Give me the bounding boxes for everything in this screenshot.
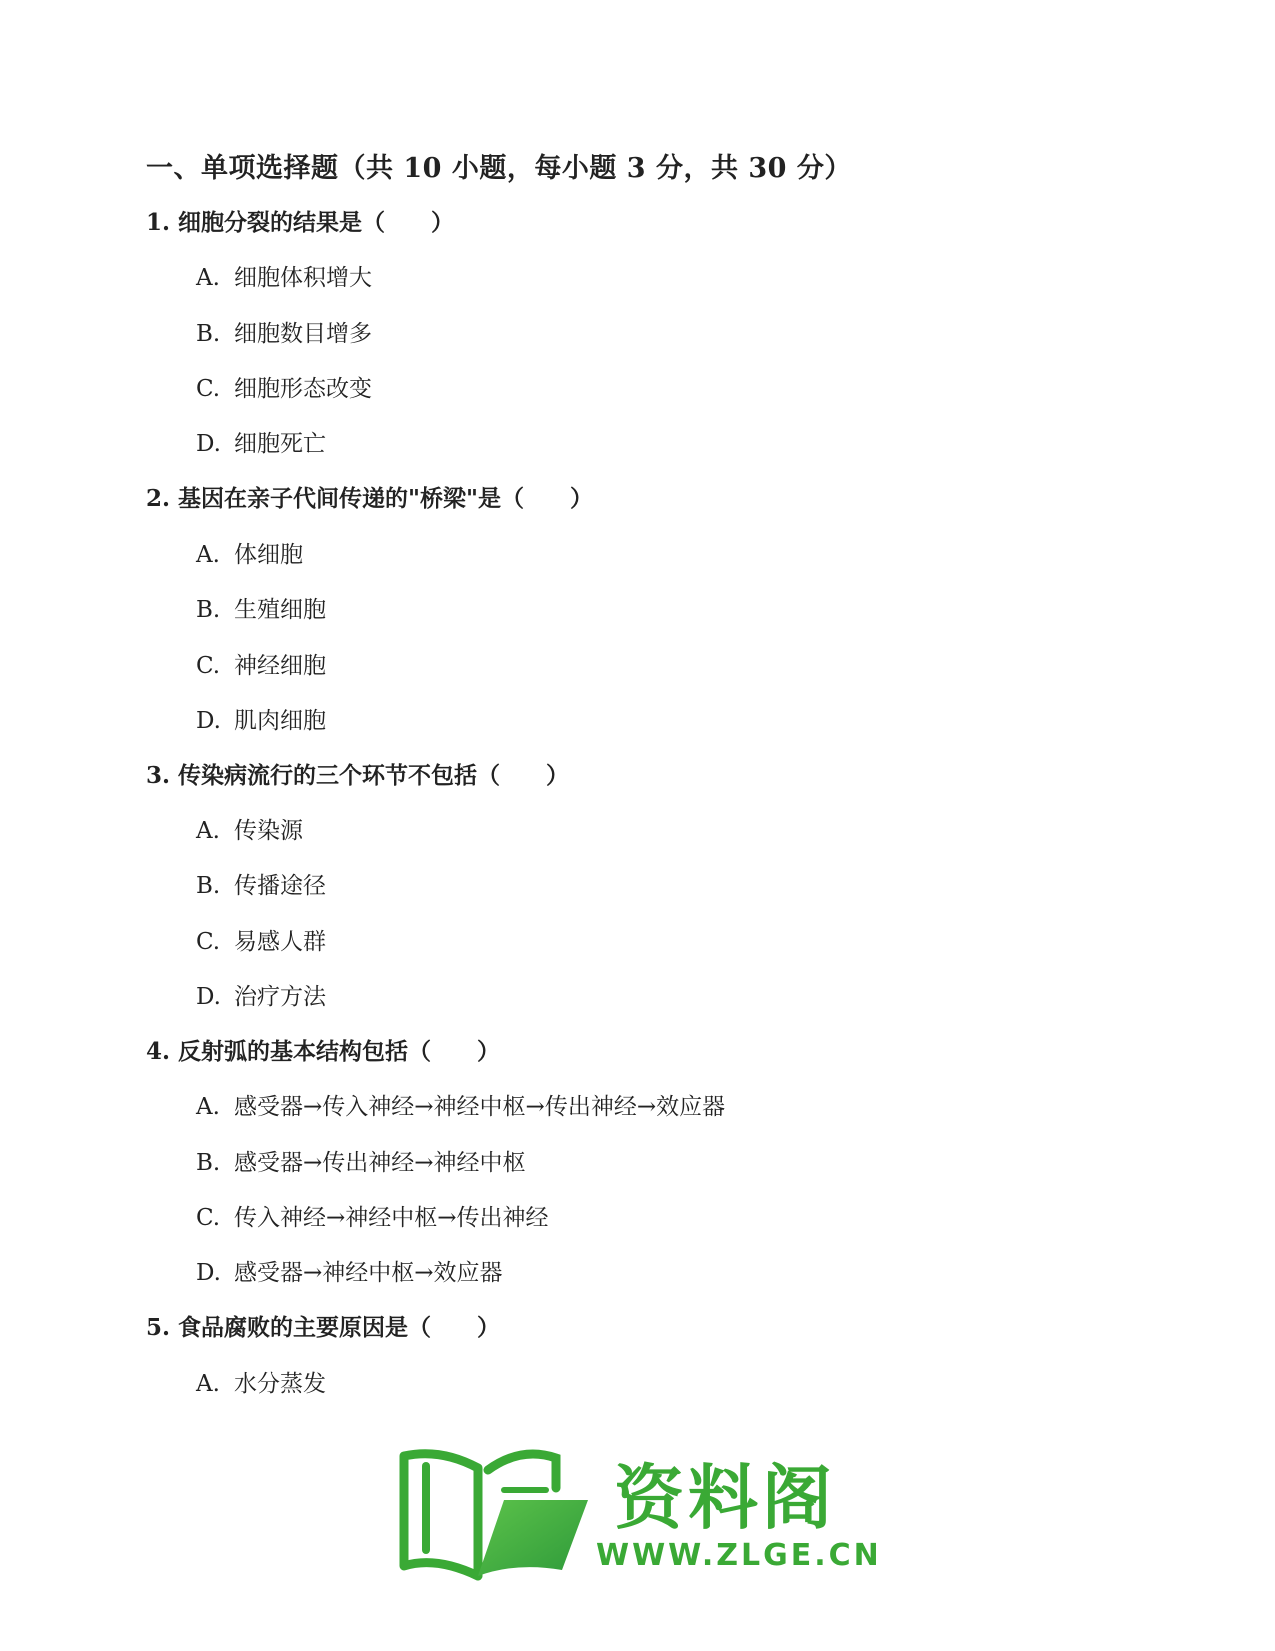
option-text: 细胞形态改变 <box>234 376 372 402</box>
option-text: 感受器→传出神经→神经中枢 <box>234 1150 526 1176</box>
question-3-option-c <box>196 923 326 956</box>
question-3-stem: 3. 传染病流行的三个环节不包括（ ） <box>146 762 570 789</box>
watermark-logo <box>396 1438 882 1588</box>
option-letter: A. <box>196 542 220 568</box>
book-icon <box>396 1438 596 1588</box>
option-letter: D. <box>196 1260 221 1286</box>
option-text: 生殖细胞 <box>234 597 326 623</box>
option-letter: D. <box>196 984 221 1010</box>
option-text: 传入神经→神经中枢→传出神经 <box>234 1205 549 1231</box>
option-letter: A. <box>196 1371 220 1397</box>
option-letter: A. <box>196 265 220 291</box>
question-2-option-d <box>196 702 326 735</box>
option-text: 细胞死亡 <box>234 431 326 457</box>
question-2-option-a <box>196 536 303 569</box>
question-4-option-d <box>196 1254 503 1287</box>
option-text: 感受器→神经中枢→效应器 <box>234 1260 503 1286</box>
question-2-option-c <box>196 647 326 680</box>
question-5-option-a <box>196 1365 326 1398</box>
option-text: 神经细胞 <box>234 653 326 679</box>
option-text: 治疗方法 <box>234 984 326 1010</box>
question-1-option-b <box>196 315 372 348</box>
option-text: 传播途径 <box>234 873 326 899</box>
watermark-title: 资料阁 <box>614 1457 836 1539</box>
question-4-stem: 4. 反射弧的基本结构包括（ ） <box>146 1038 501 1065</box>
question-3-option-a <box>196 812 303 845</box>
question-3-option-d <box>196 978 326 1011</box>
question-2-stem: 2. 基因在亲子代间传递的"桥梁"是（ ） <box>146 485 593 512</box>
question-1-option-c <box>196 370 372 403</box>
option-letter: D. <box>196 431 221 457</box>
question-1-option-d <box>196 425 326 458</box>
option-letter: A. <box>196 1094 220 1120</box>
option-text: 传染源 <box>234 818 303 844</box>
question-2-option-b <box>196 591 326 624</box>
question-4-option-a <box>196 1088 725 1121</box>
question-5-stem: 5. 食品腐败的主要原因是（ ） <box>146 1314 501 1341</box>
option-letter: B. <box>196 321 221 347</box>
option-letter: C. <box>196 376 221 402</box>
option-text: 细胞数目增多 <box>234 321 372 347</box>
option-letter: B. <box>196 1150 221 1176</box>
option-letter: C. <box>196 1205 221 1231</box>
option-text: 水分蒸发 <box>234 1371 326 1397</box>
option-letter: D. <box>196 708 221 734</box>
option-text: 细胞体积增大 <box>234 265 372 291</box>
question-1-stem: 1. 细胞分裂的结果是（ ） <box>146 209 455 236</box>
option-letter: B. <box>196 597 221 623</box>
question-1-option-a <box>196 259 372 292</box>
option-text: 易感人群 <box>234 929 326 955</box>
option-text: 感受器→传入神经→神经中枢→传出神经→效应器 <box>234 1094 726 1120</box>
option-letter: C. <box>196 929 221 955</box>
option-letter: C. <box>196 653 221 679</box>
option-text: 体细胞 <box>234 542 303 568</box>
section-title: 一、单项选择题（共 10 小题，每小题 3 分，共 30 分） <box>146 153 852 184</box>
option-letter: B. <box>196 873 221 899</box>
option-letter: A. <box>196 818 220 844</box>
question-3-option-b <box>196 867 326 900</box>
watermark-url: WWW.ZLGE.CN <box>596 1538 882 1573</box>
question-4-option-b <box>196 1144 526 1177</box>
option-text: 肌肉细胞 <box>234 708 326 734</box>
question-4-option-c <box>196 1199 549 1232</box>
